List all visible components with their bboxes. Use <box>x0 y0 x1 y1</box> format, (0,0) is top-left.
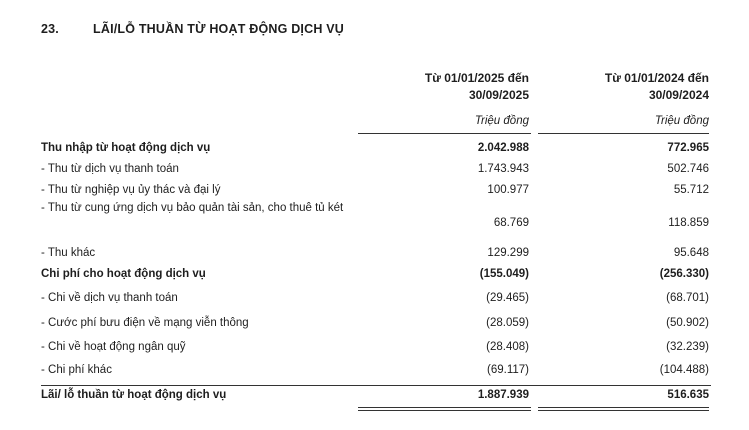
unit-label-2025: Triệu đồng <box>474 115 529 127</box>
value-2025: (69.117) <box>487 364 529 376</box>
row-label: - Cước phí bưu điện về mạng viễn thông <box>41 317 249 329</box>
total-double-rule-2025-b <box>358 410 531 411</box>
section-number: 23. <box>41 22 59 36</box>
row-label: Thu nhập từ hoạt động dịch vụ <box>41 142 211 154</box>
column-period-line1: Từ 01/01/2024 đến <box>604 71 709 85</box>
value-2025: (155.049) <box>479 268 529 280</box>
value-2025: (28.408) <box>486 341 529 353</box>
value-2024: 118.859 <box>668 217 709 229</box>
row-label: - Chi về hoạt động ngân quỹ <box>41 341 186 353</box>
total-double-rule-2024-b <box>538 410 709 411</box>
statement-table <box>41 137 711 405</box>
row-label: - Thu khác <box>41 247 96 259</box>
header-rule-2025 <box>358 133 531 134</box>
value-2024: (50.902) <box>666 317 709 329</box>
value-2025: (28.059) <box>486 317 529 329</box>
header-rule-2024 <box>538 133 709 134</box>
value-2024: (104.488) <box>659 364 709 376</box>
value-2025: 1.743.943 <box>477 163 529 175</box>
total-double-rule-2025-a <box>358 407 531 408</box>
value-2025: 68.769 <box>493 217 529 229</box>
row-label: - Thu từ dịch vụ thanh toán <box>41 163 179 175</box>
table-row <box>41 179 711 200</box>
column-period-line2: 30/09/2024 <box>648 88 709 102</box>
value-2024: 95.648 <box>673 247 709 259</box>
row-label: Chi phí cho hoạt động dịch vụ <box>41 268 206 280</box>
section-heading <box>41 22 344 36</box>
value-2024: (256.330) <box>659 268 709 280</box>
value-2024: (68.701) <box>666 292 709 304</box>
value-2024: 55.712 <box>673 184 709 196</box>
column-period-line2: 30/09/2025 <box>468 88 529 102</box>
table-row <box>41 334 711 357</box>
row-label: - Thu từ cung ứng dịch vụ bảo quản tài sản, cho thuê tủ két <box>41 202 344 214</box>
table-row <box>41 263 711 284</box>
column-header-2025 <box>349 70 529 104</box>
value-2025: 2.042.988 <box>477 142 529 154</box>
table-row <box>41 200 711 242</box>
value-2024: 516.635 <box>667 389 709 401</box>
row-label: Lãi/ lỗ thuần từ hoạt động dịch vụ <box>41 389 227 401</box>
table-row <box>41 357 711 381</box>
row-label: - Chi phí khác <box>41 364 112 376</box>
row-label: - Chi về dịch vụ thanh toán <box>41 292 178 304</box>
section-title: LÃI/LỖ THUẦN TỪ HOẠT ĐỘNG DỊCH VỤ <box>93 22 344 36</box>
value-2025: 1.887.939 <box>477 389 529 401</box>
total-double-rule-2024-a <box>538 407 709 408</box>
value-2025: (29.465) <box>486 292 529 304</box>
table-row <box>41 137 711 158</box>
total-top-rule <box>41 385 711 386</box>
table-row <box>41 284 711 310</box>
table-row <box>41 310 711 334</box>
row-label: - Thu từ nghiệp vụ ủy thác và đại lý <box>41 184 221 196</box>
table-row <box>41 158 711 179</box>
column-period-line1: Từ 01/01/2025 đến <box>424 71 529 85</box>
column-header-2024 <box>529 70 709 104</box>
value-2024: (32.239) <box>666 341 709 353</box>
value-2025: 100.977 <box>487 184 529 196</box>
value-2024: 502.746 <box>667 163 709 175</box>
table-row <box>41 242 711 263</box>
value-2024: 772.965 <box>667 142 709 154</box>
unit-label-2024: Triệu đồng <box>654 115 709 127</box>
value-2025: 129.299 <box>487 247 529 259</box>
